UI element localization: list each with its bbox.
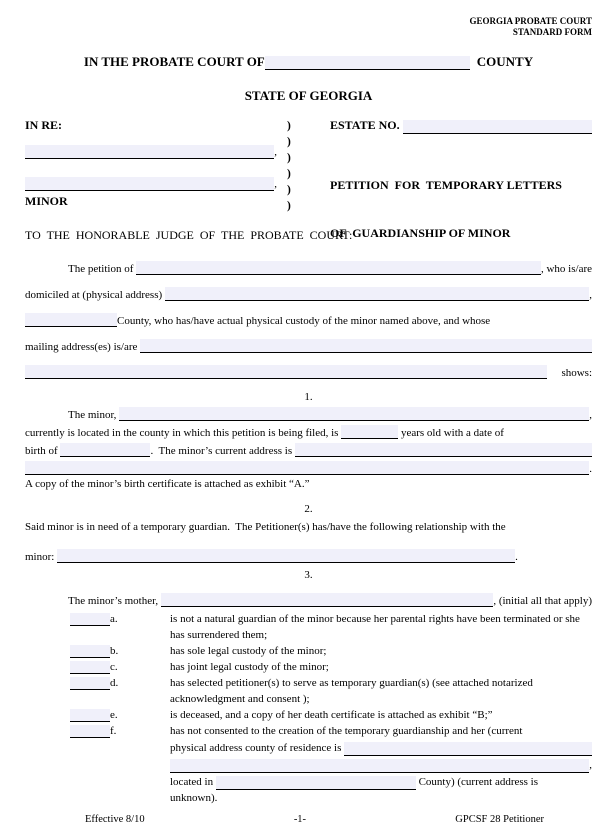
initial-c-field[interactable] — [70, 661, 110, 674]
s2-l2-text: minor: — [25, 551, 58, 563]
opening-l1-text: The petition of — [68, 263, 137, 275]
mother-residence-field-2[interactable] — [170, 759, 589, 773]
minor-name-row-1 — [25, 145, 277, 159]
initial-b-field[interactable] — [70, 645, 110, 658]
caption-paren: ) — [287, 184, 291, 196]
section-1-number: 1. — [304, 391, 313, 403]
item-f-l5-text: unknown). — [170, 792, 218, 804]
salutation: TO THE HONORABLE JUDGE OF THE PROBATE COURT: — [25, 228, 353, 242]
birth-certificate-note: A copy of the minor’s birth certificate is attached as exhibit “A.” — [25, 478, 310, 490]
item-e-text: is deceased, and a copy of her death certificate is attached as exhibit “B;” — [170, 709, 493, 721]
s1-l2-suffix: years old with a date of — [398, 427, 504, 439]
minor-address-field-2[interactable] — [25, 461, 589, 475]
initial-d-field[interactable] — [70, 677, 110, 690]
minor-address-field-1[interactable] — [295, 443, 592, 457]
caption-paren: ) — [287, 136, 291, 148]
section-2-number: 2. — [304, 503, 313, 515]
minor-age-field[interactable] — [341, 425, 398, 439]
caption-right-column — [330, 118, 592, 273]
domicile-county-field[interactable] — [25, 313, 117, 327]
caption-paren: ) — [287, 120, 291, 132]
list-item-d — [25, 675, 592, 707]
opening-l1-suffix: , who is/are — [540, 263, 592, 275]
section-3-number: 3. — [304, 569, 313, 581]
minor-dob-field[interactable] — [60, 443, 150, 457]
item-f-l4-suffix: County) (current address is — [415, 776, 539, 788]
page-footer — [85, 814, 544, 825]
item-a-text: is not a natural guardian of the minor because her parental rights have been terminated or she has surrendered them; — [170, 613, 580, 641]
initial-a-field[interactable] — [70, 613, 110, 626]
item-f-l2-text: physical address county of residence is — [170, 742, 345, 754]
footer-effective-date: Effective 8/10 — [85, 814, 145, 825]
opening-l2-text: domiciled at (physical address) — [25, 289, 165, 301]
minor-name-field-1[interactable] — [25, 145, 274, 159]
section-3 — [25, 581, 592, 806]
s1-l1-text: The minor, — [68, 409, 120, 421]
item-c-letter: c. — [110, 661, 118, 673]
list-item-c — [25, 659, 592, 675]
caption-paren: ) — [287, 152, 291, 164]
item-b-text: has sole legal custody of the minor; — [170, 645, 327, 657]
minor-name-field[interactable] — [119, 407, 589, 421]
minor-label: MINOR — [25, 194, 68, 208]
opening-l5-suffix: shows: — [558, 367, 592, 379]
minor-name-row-2 — [25, 177, 277, 191]
estate-no-label: ESTATE NO. — [330, 118, 403, 132]
mailing-address-field-2[interactable] — [25, 365, 547, 379]
caption-left-column — [25, 118, 277, 208]
petition-title-line1: PETITION FOR TEMPORARY LETTERS — [330, 177, 562, 192]
opening-l4-text: mailing address(es) is/are — [25, 341, 141, 353]
item-b-letter: b. — [110, 645, 119, 657]
petition-title-line2: OF GUARDIANSHIP OF MINOR — [330, 225, 511, 240]
s1-l3-text: birth of — [25, 445, 61, 457]
section-1 — [25, 403, 592, 493]
list-item-f — [25, 723, 592, 806]
mother-county-field[interactable] — [216, 776, 416, 790]
list-item-a — [25, 611, 592, 643]
form-header-line1: GEORGIA PROBATE COURT — [469, 16, 592, 26]
s3-intro-suffix: , (initial all that apply) — [493, 595, 592, 607]
estate-no-row — [330, 118, 592, 134]
petition-title — [330, 145, 592, 273]
s2-l2-suffix: . — [515, 551, 518, 563]
relationship-field[interactable] — [57, 549, 515, 563]
physical-address-field[interactable] — [165, 287, 589, 301]
item-f-l4-text: located in — [170, 776, 216, 788]
initial-f-field[interactable] — [70, 725, 110, 738]
item-d-text: has selected petitioner(s) to serve as temporary guardian(s) (see attached notarized acknowledgment and consent ); — [170, 677, 533, 705]
s1-l4-suffix: . — [589, 463, 592, 475]
county-suffix: COUNTY — [476, 54, 534, 69]
form-header-line2: STANDARD FORM — [512, 27, 592, 37]
mother-status-list — [25, 611, 592, 806]
name-comma-2: , — [274, 177, 277, 190]
item-f-letter: f. — [110, 725, 117, 737]
s1-l2-text: currently is located in the county in which this petition is being filed, is — [25, 427, 342, 439]
item-d-letter: d. — [110, 677, 119, 689]
s2-l1-text: Said minor is in need of a temporary guardian. The Petitioner(s) has/have the following relationship with the — [25, 521, 506, 533]
mother-residence-field-1[interactable] — [344, 742, 592, 756]
estate-no-field[interactable] — [403, 120, 592, 134]
item-c-text: has joint legal custody of the minor; — [170, 661, 329, 673]
probate-court-prefix: IN THE PROBATE COURT OF — [83, 54, 265, 69]
state-of-georgia-title: STATE OF GEORGIA — [244, 88, 373, 103]
footer-form-number: GPCSF 28 Petitioner — [455, 814, 544, 825]
s1-l3-mid: . The minor’s current address is — [150, 445, 295, 457]
county-name-field[interactable] — [265, 56, 470, 70]
in-re-label: IN RE: — [25, 118, 63, 132]
section-2 — [25, 515, 592, 563]
list-item-e — [25, 707, 592, 723]
opening-l3-text: County, who has/have actual physical custody of the minor named above, and whose — [117, 315, 491, 327]
caption-paren-column — [287, 118, 309, 214]
name-comma-1: , — [274, 145, 277, 158]
footer-page-number: -1- — [293, 814, 307, 825]
minor-name-field-2[interactable] — [25, 177, 274, 191]
caption-paren: ) — [287, 168, 291, 180]
form-header — [25, 16, 592, 38]
initial-e-field[interactable] — [70, 709, 110, 722]
s1-l1-suffix: , — [589, 409, 592, 421]
opening-l2-suffix: , — [589, 289, 592, 301]
court-title-line — [25, 54, 592, 70]
item-a-letter: a. — [110, 613, 118, 625]
mother-name-field[interactable] — [161, 593, 493, 607]
item-f-l3-suffix: , — [589, 759, 592, 771]
s3-intro-text: The minor’s mother, — [68, 595, 161, 607]
mailing-address-field-1[interactable] — [140, 339, 592, 353]
item-e-letter: e. — [110, 709, 118, 721]
caption-paren: ) — [287, 200, 291, 212]
list-item-b — [25, 643, 592, 659]
item-f-text-line1: has not consented to the creation of the temporary guardianship and her (current — [170, 725, 523, 737]
